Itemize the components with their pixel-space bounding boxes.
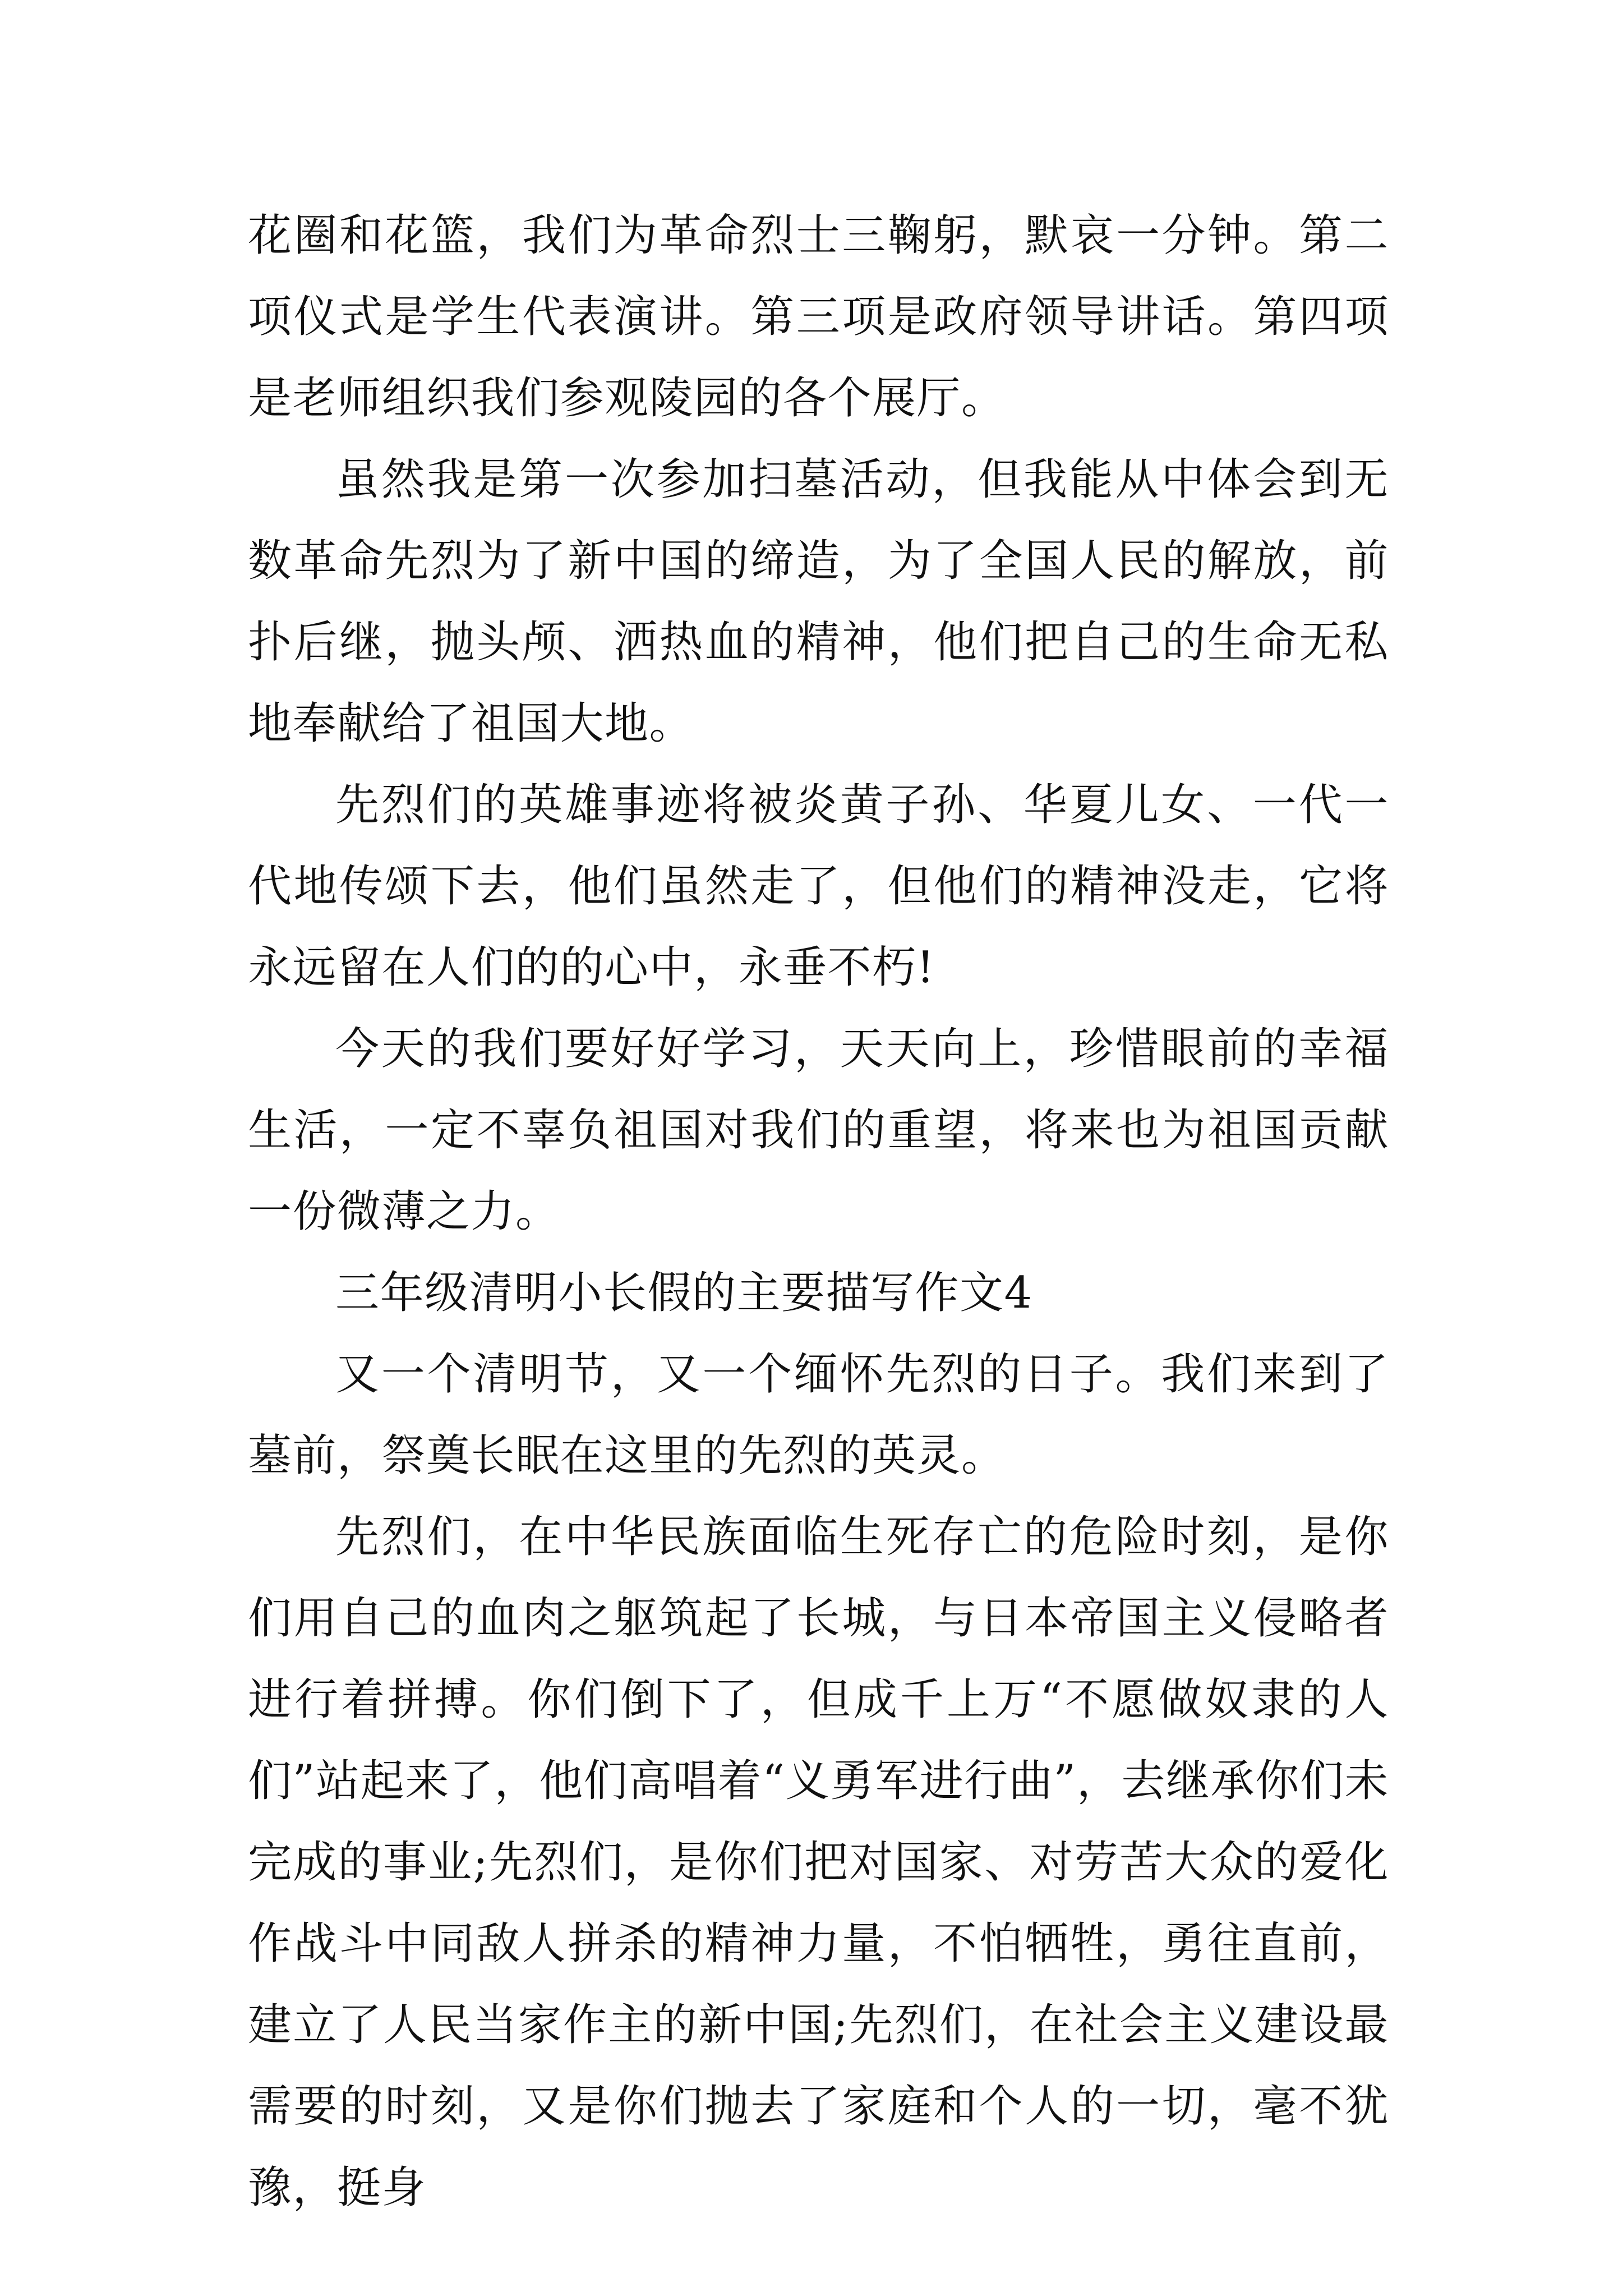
paragraph: 先烈们，在中华民族面临生死存亡的危险时刻，是你们用自己的血肉之躯筑起了长城，与日本帝国主义侵略者进行着拼搏。你们倒下了，但成千上万“不愿做奴隶的人们”站起来了，他们高唱着“义勇军进行曲”，去继承你们未完成的事业;先烈们，是你们把对国家、对劳苦大众的爱化作战斗中同敌人拼杀的精神力量，不怕牺牲，勇往直前，建立了人民当家作主的新中国;先烈们，在社会主义建设最需要的时刻，又是你们抛去了家庭和个人的一切，毫不犹豫，挺身 <box>248 1512 1389 2213</box>
paragraph: 又一个清明节，又一个缅怀先烈的日子。我们来到了墓前，祭奠长眠在这里的先烈的英灵。 <box>248 1349 1389 1481</box>
section-heading: 三年级清明小长假的主要描写作文4 <box>335 1268 1033 1318</box>
paragraph: 先烈们的英雄事迹将被炎黄子孙、华夏儿女、一代一代地传颂下去，他们虽然走了，但他们的精神没走，它将永远留在人们的的心中，永垂不朽! <box>248 780 1389 993</box>
document-body <box>248 195 1389 2229</box>
paragraph-continuation: 花圈和花篮，我们为革命烈士三鞠躬，默哀一分钟。第二项仪式是学生代表演讲。第三项是政府领导讲话。第四项是老师组织我们参观陵园的各个展厅。 <box>248 210 1389 424</box>
paragraph: 虽然我是第一次参加扫墓活动，但我能从中体会到无数革命先烈为了新中国的缔造，为了全国人民的解放，前扑后继，抛头颅、洒热血的精神，他们把自己的生命无私地奉献给了祖国大地。 <box>248 454 1389 749</box>
paragraph: 今天的我们要好好学习，天天向上，珍惜眼前的幸福生活，一定不辜负祖国对我们的重望，将来也为祖国贡献一份微薄之力。 <box>248 1024 1389 1237</box>
